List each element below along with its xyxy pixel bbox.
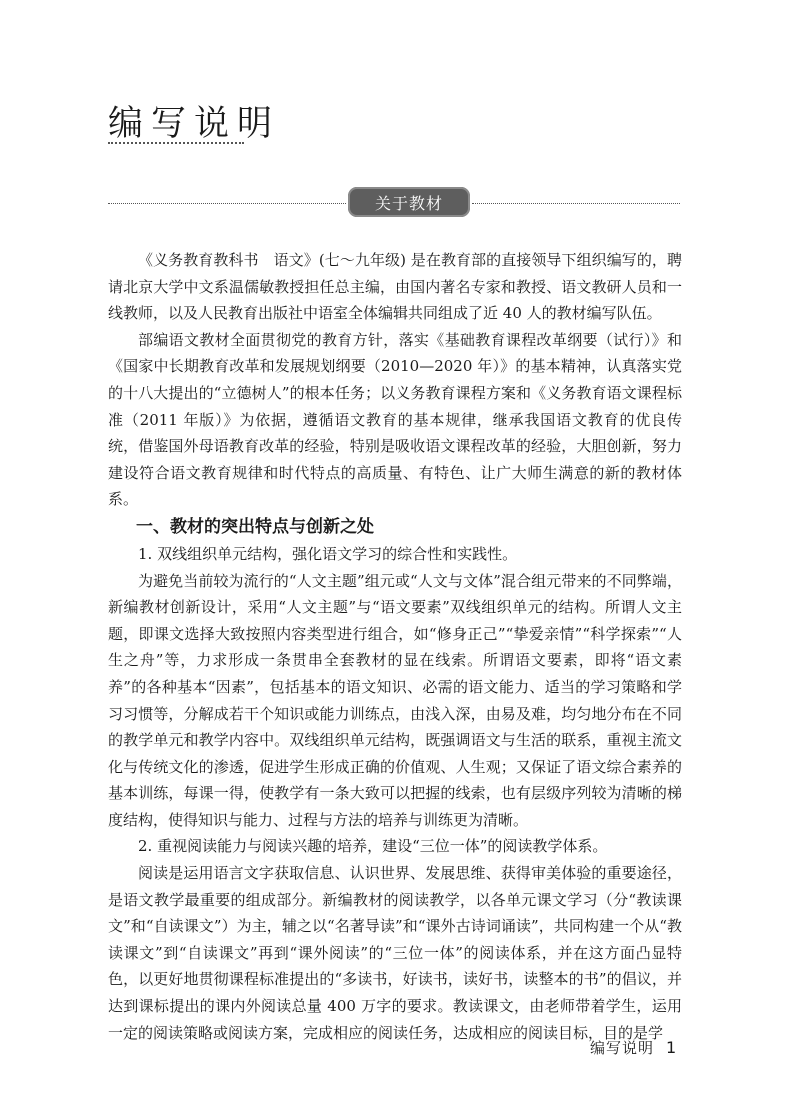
point-1-body: 为避免当前较为流行的“人文主题”组元或“人文与文体”混合组元带来的不同弊端，新编教材创新设计，采用“人文主题”与“语文要素”双线组织单元的结构。所谓人文主题，即课文选择大致按照内容类型进行组合，如“修身正己”“挚爱亲情”“科学探索”“人生之舟”等，力求形成一条贯串全套教材的显在线索。所谓语文要素，即将“语文素养”的各种基本“因素”，包括基本的语文知识、必需的语文能力、适当的学习策略和学习习惯等，分解成若干个知识或能力训练点，由浅入深，由易及难，均匀地分布在不同的教学单元和教学内容中。双线组织单元结构，既强调语文与生活的联系，重视主流文化与传统文化的渗透，促进学生形成正确的价值观、人生观；又保证了语文综合素养的基本训练，每课一得，使教学有一条大致可以把握的线索，也有层级序列较为清晰的梯度结构，使得知识与能力、过程与方法的培养与训练更为清晰。: [108, 571, 682, 829]
section-rule-left: [108, 203, 346, 204]
section-badge: 关于教材: [348, 187, 470, 217]
paragraph-principles: 部编语文教材全面贯彻党的教育方针，落实《基础教育课程改革纲要（试行）》和《国家中长期教育改革和发展规划纲要（2010—2020 年）》的基本精神，认真落实党的十八大提出的“立德树人”的根本任务；以义务教育课程方案和《义务教育语文课程标准（2011 年版）》为依据，遵循语文教育的基本规律，继承我国语文教育的优良传统，借鉴国外母语教育改革的经验，特别是吸收语文课程改革的经验，大胆创新，努力建设符合语文教育规律和时代特点的高质量、有特色、让广大师生满意的新的教材体系。: [108, 330, 682, 509]
title-dotted-rule: [108, 142, 244, 144]
point-2-title: 2. 重视阅读能力与阅读兴趣的培养，建设“三位一体”的阅读教学体系。: [138, 837, 608, 856]
point-1-title: 1. 双线组织单元结构，强化语文学习的综合性和实践性。: [138, 544, 518, 563]
point-2-body: 阅读是运用语言文字获取信息、认识世界、发展思维、获得审美体验的重要途径，是语文教学最重要的组成部分。新编教材的阅读教学，以各单元课文学习（分“教读课文”和“自读课文”）为主，辅之以“名著导读”和“课外古诗词诵读”，共同构建一个从“教读课文”到“自读课文”再到“课外阅读”的“三位一体”的阅读体系，并在这方面凸显特色，以更好地贯彻课程标准提出的“多读书，好读书，读好书，读整本的书”的倡议，并达到课标提出的课内外阅读总量 400 万字的要求。教读课文，由老师带着学生，运用一定的阅读策略或阅读方案，完成相应的阅读任务，达成相应的阅读目标，目的是学: [108, 864, 682, 1042]
heading-features: 一、教材的突出特点与创新之处: [136, 516, 374, 537]
page-footer: [590, 1037, 677, 1058]
page-title: 编写说明: [108, 104, 281, 144]
paragraph-intro: 《义务教育教科书 语文》(七～九年级) 是在教育部的直接领导下组织编写的，聘请北京大学中文系温儒敏教授担任总主编，由国内著名专家和教授、语文教研人员和一线教师，以及人民教育出版社中语室全体编辑共同组成了近 40 人的教材编写队伍。: [108, 251, 682, 323]
page-number: 1: [666, 1038, 678, 1057]
footer-label: 编写说明: [590, 1039, 655, 1057]
body-text: [108, 247, 682, 1046]
section-rule-right: [472, 203, 680, 204]
